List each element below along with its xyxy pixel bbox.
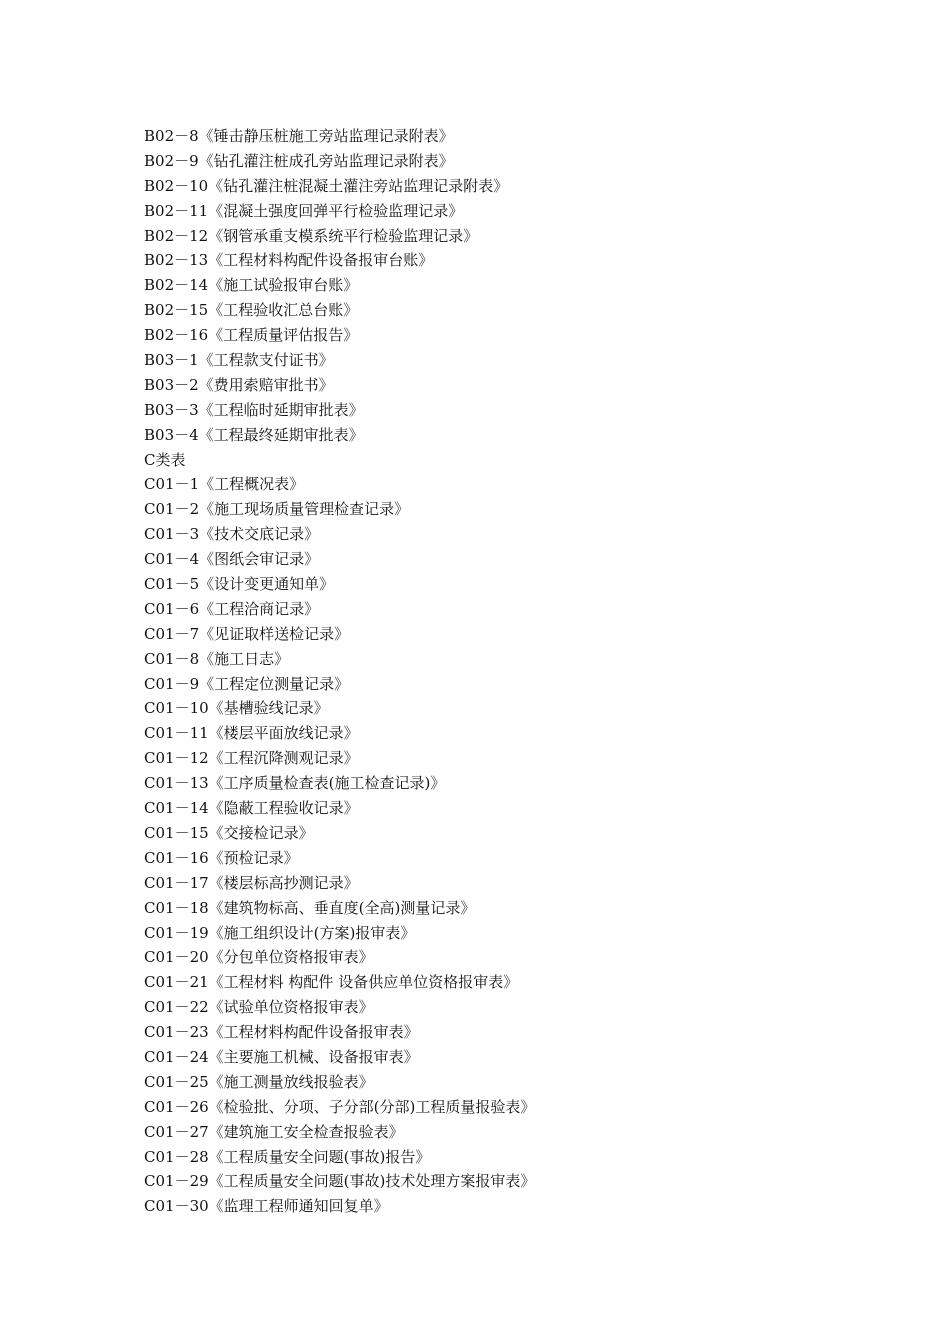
list-item: C01－18《建筑物标高、垂直度(全高)测量记录》 bbox=[144, 898, 476, 917]
list-item: C01－11《楼层平面放线记录》 bbox=[144, 724, 359, 743]
list-item: B03－2《费用索赔审批书》 bbox=[144, 375, 334, 394]
list-item: C01－24《主要施工机械、设备报审表》 bbox=[144, 1047, 419, 1066]
list-item: B02－13《工程材料构配件设备报审台账》 bbox=[144, 251, 434, 270]
list-item: C01－19《施工组织设计(方案)报审表》 bbox=[144, 923, 416, 942]
list-item: C01－15《交接检记录》 bbox=[144, 823, 314, 842]
list-item: C01－2《施工现场质量管理检查记录》 bbox=[144, 500, 410, 519]
list-item: B02－16《工程质量评估报告》 bbox=[144, 326, 359, 345]
list-item: C01－17《楼层标高抄测记录》 bbox=[144, 873, 359, 892]
list-item: C01－5《设计变更通知单》 bbox=[144, 575, 335, 594]
list-item: C01－10《基槽验线记录》 bbox=[144, 699, 329, 718]
list-item: C01－23《工程材料构配件设备报审表》 bbox=[144, 1023, 419, 1042]
list-item: B03－4《工程最终延期审批表》 bbox=[144, 425, 364, 444]
list-item: B03－1《工程款支付证书》 bbox=[144, 351, 334, 370]
list-item: B02－11《混凝土强度回弹平行检验监理记录》 bbox=[144, 201, 464, 220]
list-item: C01－20《分包单位资格报审表》 bbox=[144, 948, 374, 967]
list-item: C01－21《工程材料 构配件 设备供应单位资格报审表》 bbox=[144, 973, 519, 992]
list-item: B02－10《钻孔灌注桩混凝土灌注旁站监理记录附表》 bbox=[144, 176, 509, 195]
list-item: C01－6《工程洽商记录》 bbox=[144, 599, 320, 618]
list-item: B02－15《工程验收汇总台账》 bbox=[144, 301, 359, 320]
list-item: C01－1《工程概况表》 bbox=[144, 475, 305, 494]
list-item: B03－3《工程临时延期审批表》 bbox=[144, 400, 364, 419]
list-item: C01－27《建筑施工安全检查报验表》 bbox=[144, 1122, 404, 1141]
list-item: B02－8《锤击静压桩施工旁站监理记录附表》 bbox=[144, 127, 454, 145]
list-item: C01－12《工程沉降测观记录》 bbox=[144, 749, 359, 768]
list-item: B02－9《钻孔灌注桩成孔旁站监理记录附表》 bbox=[144, 151, 454, 170]
list-item: C01－13《工序质量检查表(施工检查记录)》 bbox=[144, 774, 446, 793]
list-item: C01－8《施工日志》 bbox=[144, 649, 290, 668]
list-item: C01－7《见证取样送检记录》 bbox=[144, 624, 350, 643]
list-item: C01－30《监理工程师通知回复单》 bbox=[144, 1197, 389, 1216]
list-item: C01－25《施工测量放线报验表》 bbox=[144, 1072, 374, 1091]
list-item: C01－9《工程定位测量记录》 bbox=[144, 674, 350, 693]
list-item: C01－4《图纸会审记录》 bbox=[144, 550, 320, 569]
list-item: B02－14《施工试验报审台账》 bbox=[144, 276, 359, 295]
list-item: C01－28《工程质量安全问题(事故)报告》 bbox=[144, 1147, 431, 1166]
list-item: B02－12《钢管承重支模系统平行检验监理记录》 bbox=[144, 226, 479, 245]
list-item: C01－29《工程质量安全问题(事故)技术处理方案报审表》 bbox=[144, 1172, 536, 1191]
list-item: C01－22《试验单位资格报审表》 bbox=[144, 998, 374, 1017]
list-item: C01－14《隐蔽工程验收记录》 bbox=[144, 799, 359, 818]
section-heading: C类表 bbox=[144, 450, 186, 469]
document-list bbox=[144, 124, 535, 1219]
list-item: C01－3《技术交底记录》 bbox=[144, 525, 320, 544]
list-item: C01－26《检验批、分项、子分部(分部)工程质量报验表》 bbox=[144, 1097, 536, 1116]
list-item: C01－16《预检记录》 bbox=[144, 848, 299, 867]
